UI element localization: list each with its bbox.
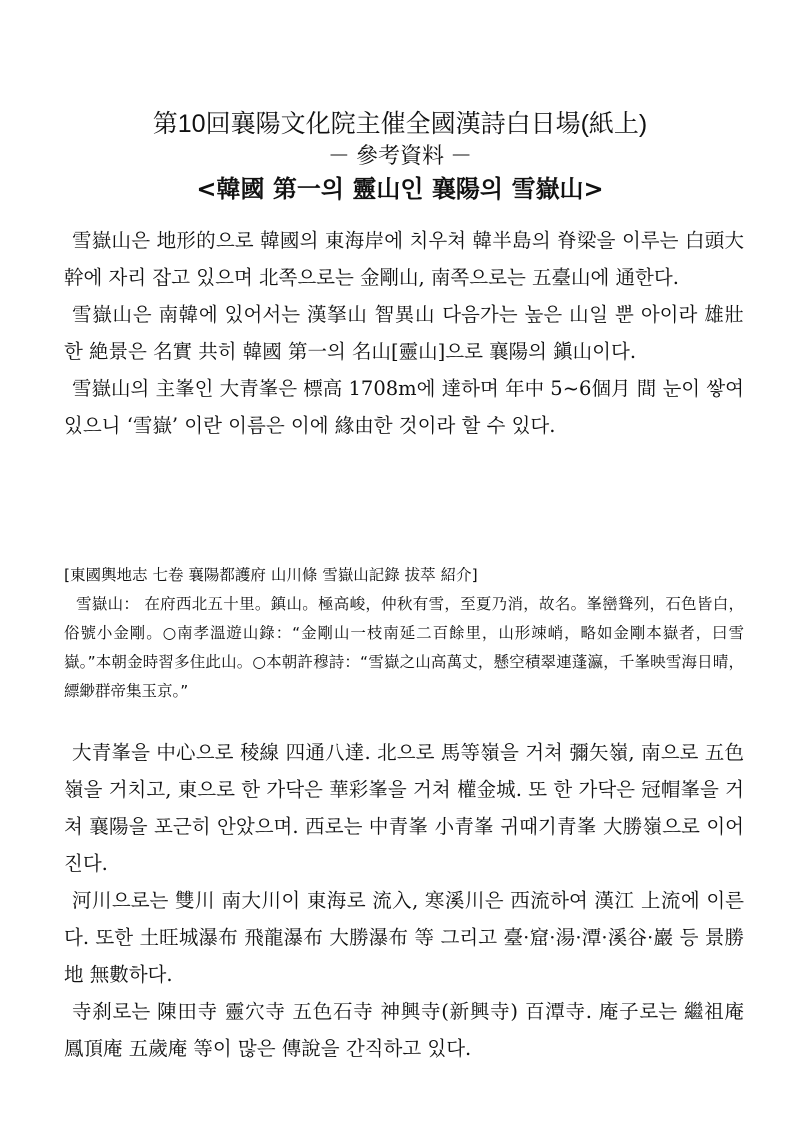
paragraph: 河川으로는 雙川 南大川이 東海로 流入, 寒溪川은 西流하여 漢江 上流에 이른다. 또한 土旺城瀑布 飛龍瀑布 大勝瀑布 等 그리고 臺·窟·湯·潭·溪谷·巖 등 景勝地 無數하다.	[64, 889, 744, 986]
paragraph: 雪嶽山은 地形的으로 韓國의 東海岸에 치우쳐 韓半島의 脊梁을 이루는 白頭大幹에 자리 잡고 있으며 北쪽으로는 金剛山, 南쪽으로는 五臺山에 通한다.	[64, 229, 744, 289]
quotation-source: [東國輿地志 七卷 襄陽都護府 山川條 雪嶽山記錄 拔萃 紹介]	[64, 566, 478, 584]
paragraph: 寺刹로는 陳田寺 靈穴寺 五色石寺 神興寺(新興寺) 百潭寺. 庵子로는 繼祖庵 鳳頂庵 五歲庵 等이 많은 傳說을 간직하고 있다.	[64, 1000, 744, 1060]
quotation-text: 雪嶽山： 在府西北五十里。鎮山。極高峻，仲秋有雪，至夏乃消，故名。峯巒聳列，石色皆白，俗號小金剛。○南孝溫遊山錄：“金剛山一枝南延二百餘里，山形竦峭，略如金剛本嶽者，曰雪嶽。”本朝金時習多住此山。○本朝許穆詩：“雪嶽之山高萬丈，懸空積翠連蓬瀛，千峯映雪海日晴，縹緲群帝集玉京。”	[64, 595, 744, 700]
section-heading: <韓國 第一의 靈山인 襄陽의 雪嶽山>	[196, 175, 604, 203]
quotation-block	[64, 561, 744, 706]
intro-section	[64, 222, 744, 444]
paragraph: 雪嶽山의 主峯인 大青峯은 標高 1708m에 達하며 年中 5~6個月 間 눈이 쌓여 있으니 ‘雪嶽’ 이란 이름은 이에 緣由한 것이라 할 수 있다.	[64, 377, 744, 437]
document-title: 第10回襄陽文化院主催全國漢詩白日場(紙上)	[152, 110, 648, 138]
description-section	[64, 734, 744, 1067]
title-block	[0, 108, 800, 206]
document-subtitle: － 參考資料 －	[327, 143, 473, 168]
paragraph: 雪嶽山은 南韓에 있어서는 漢拏山 智異山 다음가는 높은 山일 뿐 아이라 雄壯한 絶景은 名實 共히 韓國 第一의 名山[靈山]으로 襄陽의 鎭山이다.	[64, 303, 744, 363]
paragraph: 大青峯을 中心으로 稜線 四通八達. 北으로 馬等嶺을 거쳐 彌矢嶺, 南으로 五色嶺을 거치고, 東으로 한 가닥은 華彩峯을 거쳐 權金城. 또 한 가닥은 冠帽峯을 거쳐 襄陽을 포근히 안았으며. 西로는 中青峯 小青峯 귀때기青峯 大勝嶺으로 이어진다.	[64, 741, 744, 875]
